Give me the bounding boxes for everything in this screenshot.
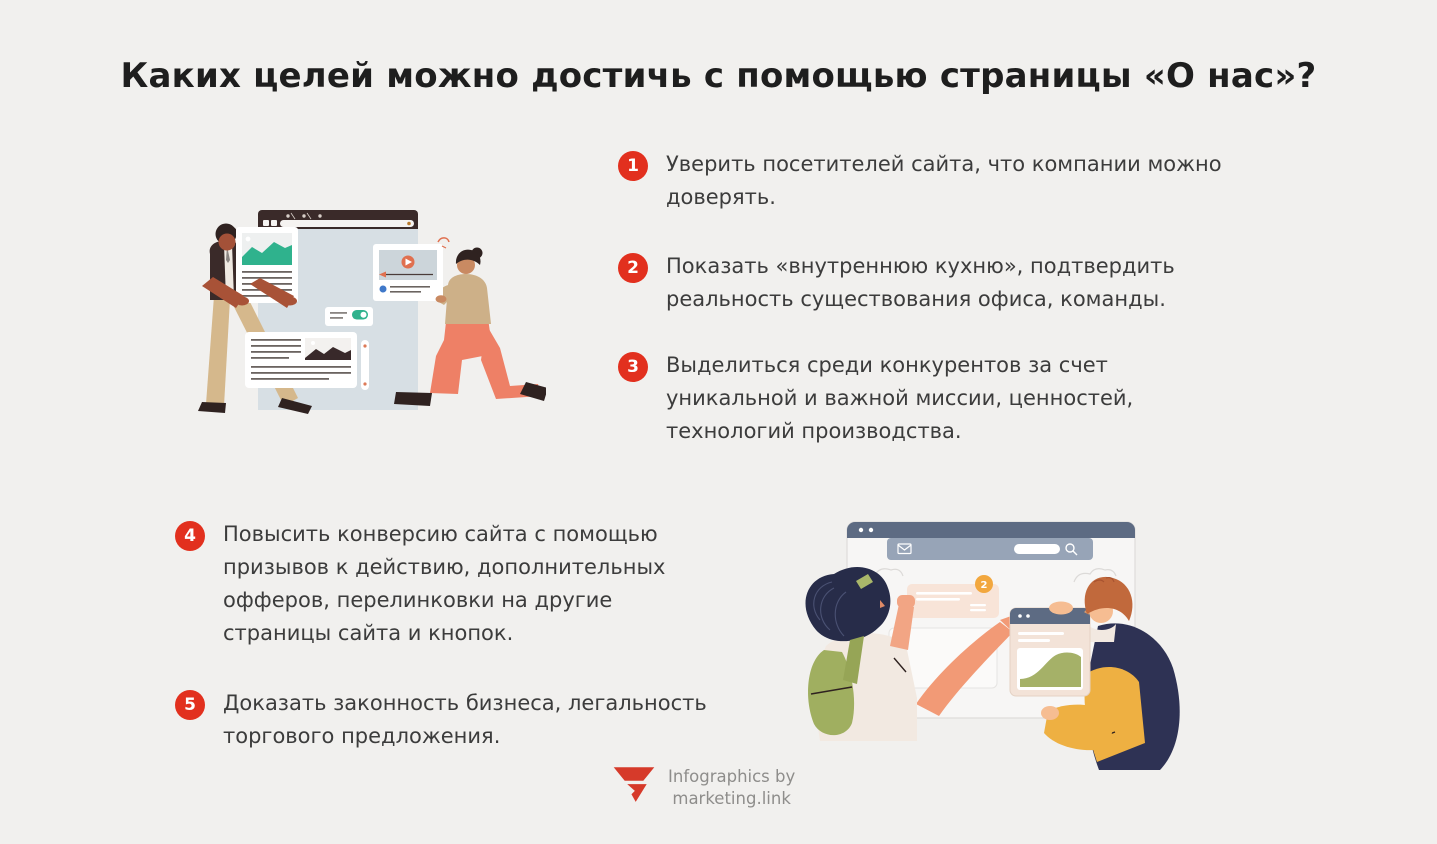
goal-text: Доказать законность бизнеса, легальность торгового предложения. — [223, 691, 707, 748]
notification-badge-count: 2 — [980, 579, 988, 591]
page-title: Каких целей можно достичь с помощью страницы «О нас»? — [120, 56, 1317, 96]
toggle-card-illustration — [325, 307, 373, 326]
goal-number-badge: 1 — [618, 151, 648, 181]
goal-item — [618, 250, 1266, 316]
video-card-illustration — [373, 238, 449, 301]
marketing-link-logo-icon — [612, 764, 656, 806]
illustration-people-building-webpage — [190, 196, 546, 424]
credit-line-1: Infographics by — [668, 767, 796, 786]
footer-credit — [612, 762, 795, 810]
goal-text: Повысить конверсию сайта с помощью призывов к действию, дополнительных офферов, перелинковки на другие страницы сайта и кнопок. — [223, 522, 666, 645]
goal-number-badge: 5 — [175, 690, 205, 720]
goal-item — [175, 518, 703, 650]
illustration-people-website-conversion — [798, 508, 1188, 773]
goal-number-badge: 3 — [618, 352, 648, 382]
goal-text: Уверить посетителей сайта, что компании можно доверять. — [666, 152, 1222, 209]
scrollbar-illustration — [361, 340, 369, 390]
article-card-illustration — [245, 332, 357, 388]
goal-number-badge: 2 — [618, 253, 648, 283]
goal-item — [618, 349, 1226, 448]
goal-item — [175, 687, 783, 753]
credit-line-2: marketing.link — [672, 789, 791, 808]
goal-item — [618, 148, 1306, 214]
mini-browser-card-illustration — [1010, 608, 1090, 696]
goal-text: Выделиться среди конкурентов за счет уникальной и важной миссии, ценностей, технологий производства. — [666, 353, 1134, 443]
goal-text: Показать «внутреннюю кухню», подтвердить реальность существования офиса, команды. — [666, 254, 1175, 311]
goal-number-badge: 4 — [175, 521, 205, 551]
